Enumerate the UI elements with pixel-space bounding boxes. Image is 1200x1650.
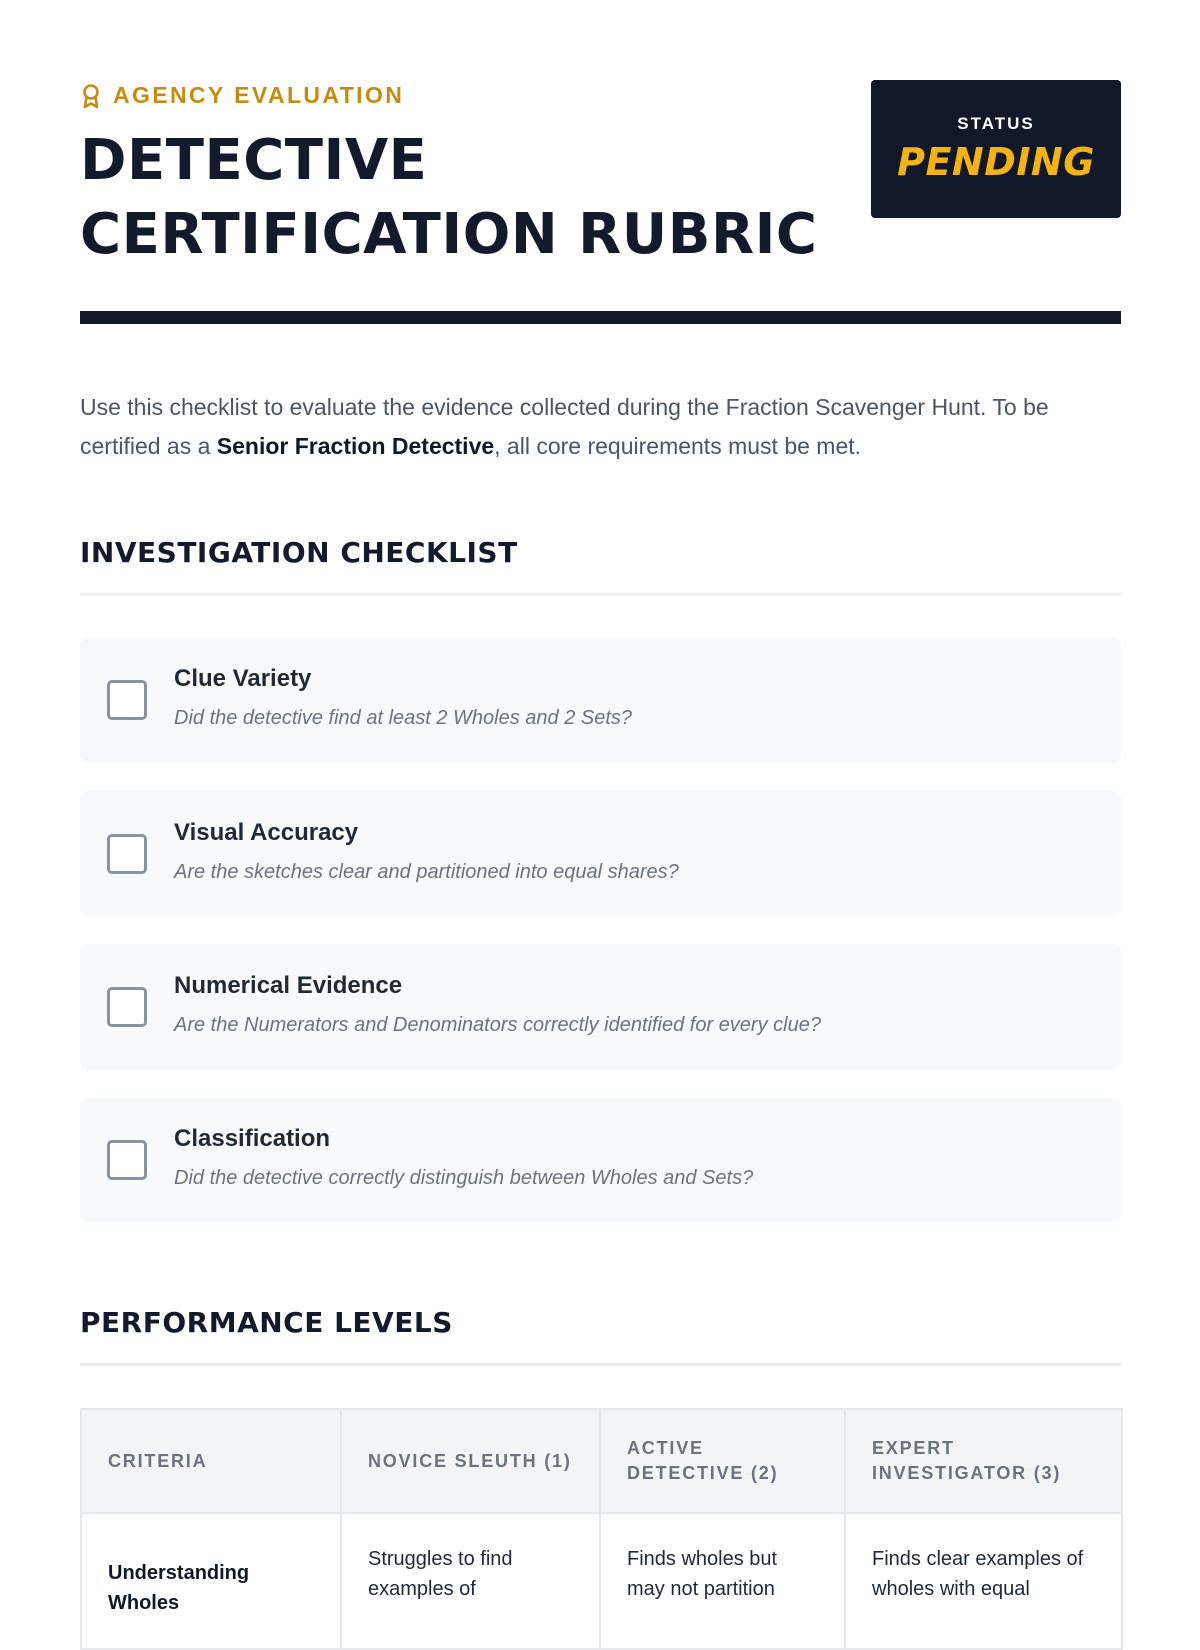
- table-cell-criteria: Understanding Wholes: [81, 1513, 341, 1649]
- performance-heading: PERFORMANCE LEVELS: [80, 1306, 453, 1339]
- eyebrow: [81, 82, 404, 109]
- status-value: PENDING: [897, 140, 1095, 184]
- performance-divider: [80, 1363, 1121, 1366]
- table-header-row: [81, 1409, 1122, 1513]
- checkbox[interactable]: [107, 680, 147, 720]
- checklist-item-description: Are the sketches clear and partitioned into equal shares?: [174, 861, 679, 883]
- checklist-item[interactable]: [80, 637, 1121, 763]
- header-divider: [80, 311, 1121, 324]
- table-row: [81, 1513, 1122, 1649]
- checkbox[interactable]: [107, 987, 147, 1027]
- checklist-item-title: Classification: [174, 1125, 331, 1152]
- table-cell: Finds clear examples of wholes with equal: [845, 1513, 1122, 1649]
- checklist-item[interactable]: [80, 1097, 1121, 1223]
- intro-emphasis: Senior Fraction Detective: [216, 433, 495, 459]
- checkbox[interactable]: [107, 834, 147, 874]
- eyebrow-label: AGENCY EVALUATION: [113, 82, 405, 108]
- checklist-item-description: Did the detective correctly distinguish between Wholes and Sets?: [174, 1167, 754, 1189]
- intro-text-end: , all core requirements must be met.: [494, 433, 862, 459]
- checklist-heading: INVESTIGATION CHECKLIST: [80, 536, 518, 569]
- column-header-expert: EXPERT INVESTIGATOR (3): [845, 1409, 1122, 1513]
- checklist-item-title: Clue Variety: [174, 665, 312, 692]
- checklist-divider: [80, 593, 1121, 596]
- checklist-item-description: Are the Numerators and Denominators correctly identified for every clue?: [174, 1014, 821, 1036]
- checklist-item-title: Numerical Evidence: [174, 972, 403, 999]
- column-header-criteria: CRITERIA: [81, 1409, 341, 1513]
- column-header-active: ACTIVE DETECTIVE (2): [600, 1409, 845, 1513]
- performance-table: [80, 1408, 1123, 1650]
- checklist-item-title: Visual Accuracy: [174, 819, 359, 846]
- checklist-item[interactable]: [80, 791, 1121, 917]
- page-title: DETECTIVE CERTIFICATION RUBRIC: [80, 128, 818, 267]
- table-cell: Struggles to find examples of: [341, 1513, 600, 1649]
- status-label: STATUS: [957, 114, 1035, 133]
- intro-paragraph: [80, 388, 1120, 466]
- status-badge: [871, 80, 1121, 218]
- column-header-novice: NOVICE SLEUTH (1): [341, 1409, 600, 1513]
- checklist-item[interactable]: [80, 944, 1121, 1070]
- checkbox[interactable]: [107, 1140, 147, 1180]
- award-ribbon-icon: [81, 83, 101, 109]
- table-cell: Finds wholes but may not partition: [600, 1513, 845, 1649]
- checklist-item-description: Did the detective find at least 2 Wholes and 2 Sets?: [174, 707, 633, 729]
- intro-text-start: Use this checklist to evaluate the evidence collected during the Fraction Scavenger Hunt. To be certified as a: [80, 394, 1049, 459]
